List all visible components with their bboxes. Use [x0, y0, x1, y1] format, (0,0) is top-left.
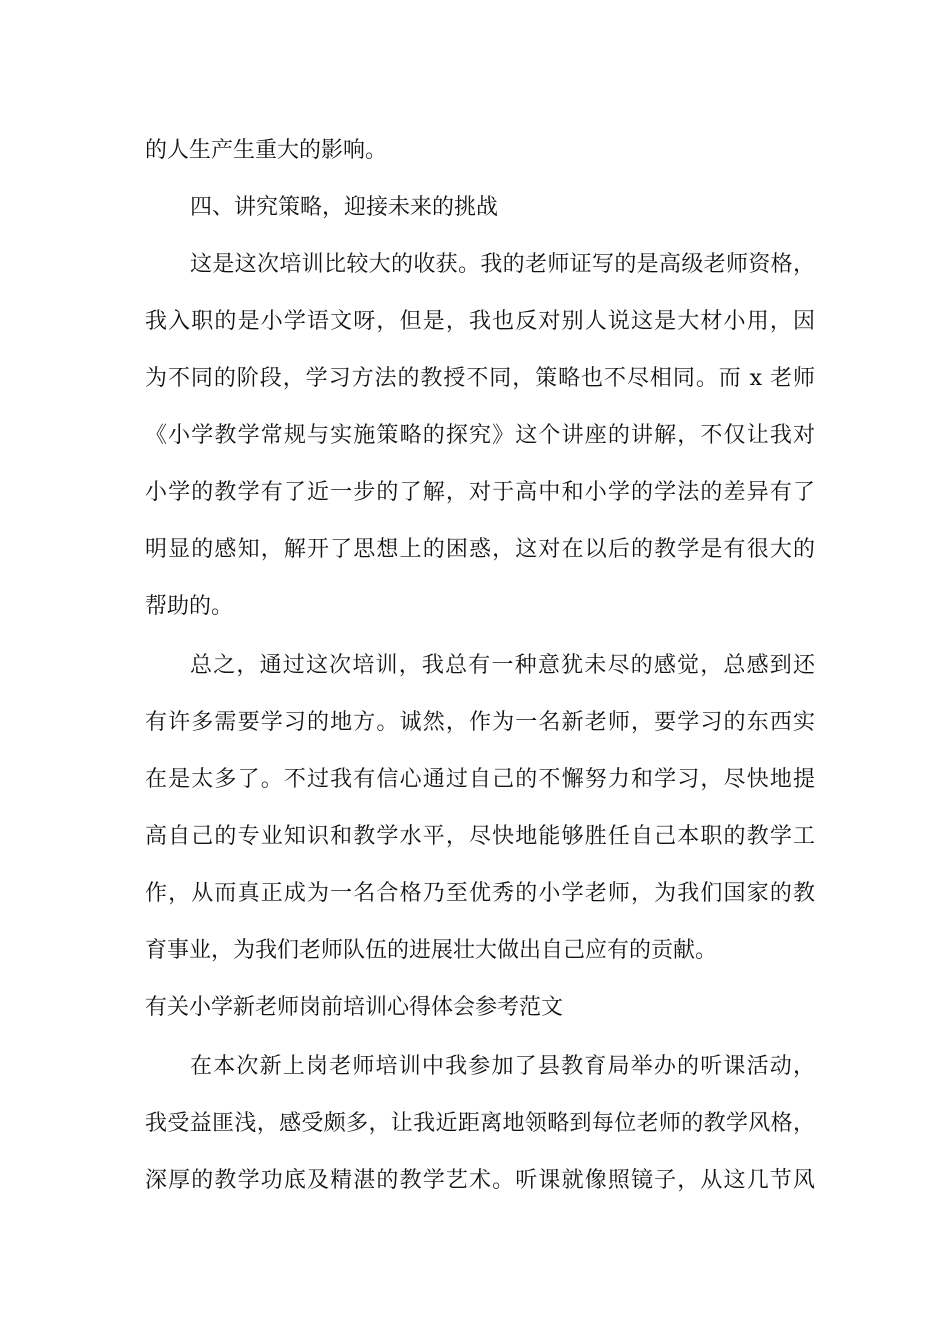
paragraph-line: 为不同的阶段，学习方法的教授不同，策略也不尽相同。而 x 老师 — [145, 366, 815, 391]
paragraph-line: 在本次新上岗老师培训中我参加了县教育局举办的听课活动， — [190, 1054, 815, 1079]
paragraph-line: 小学的教学有了近一步的了解，对于高中和小学的学法的差异有了 — [145, 480, 815, 505]
paragraph-line: 这是这次培训比较大的收获。我的老师证写的是高级老师资格， — [190, 252, 815, 277]
paragraph-line: 帮助的。 — [145, 594, 234, 619]
paragraph-line: 我入职的是小学语文呀，但是，我也反对别人说这是大材小用，因 — [145, 309, 815, 334]
paragraph-end-line: 的人生产生重大的影响。 — [145, 138, 388, 163]
paragraph-line: 高自己的专业知识和教学水平，尽快地能够胜任自己本职的教学工 — [145, 824, 815, 849]
paragraph-line: 明显的感知，解开了思想上的困惑，这对在以后的教学是有很大的 — [145, 537, 815, 562]
paragraph-line: 总之，通过这次培训，我总有一种意犹未尽的感觉，总感到还 — [190, 653, 815, 678]
section-heading: 四、讲究策略，迎接未来的挑战 — [190, 195, 499, 220]
paragraph-line: 深厚的教学功底及精湛的教学艺术。听课就像照镜子，从这几节风 — [145, 1168, 815, 1193]
paragraph-line: 作，从而真正成为一名合格乃至优秀的小学老师，为我们国家的教 — [145, 881, 815, 906]
paragraph-line: 在是太多了。不过我有信心通过自己的不懈努力和学习，尽快地提 — [145, 767, 815, 792]
paragraph-line: 育事业，为我们老师队伍的进展壮大做出自己应有的贡献。 — [145, 938, 718, 963]
paragraph-line: 有许多需要学习的地方。诚然，作为一名新老师，要学习的东西实 — [145, 710, 815, 735]
article-title: 有关小学新老师岗前培训心得体会参考范文 — [145, 995, 564, 1020]
paragraph-line: 《小学教学常规与实施策略的探究》这个讲座的讲解，不仅让我对 — [145, 423, 815, 448]
paragraph-line: 我受益匪浅，感受颇多，让我近距离地领略到每位老师的教学风格， — [145, 1111, 815, 1136]
